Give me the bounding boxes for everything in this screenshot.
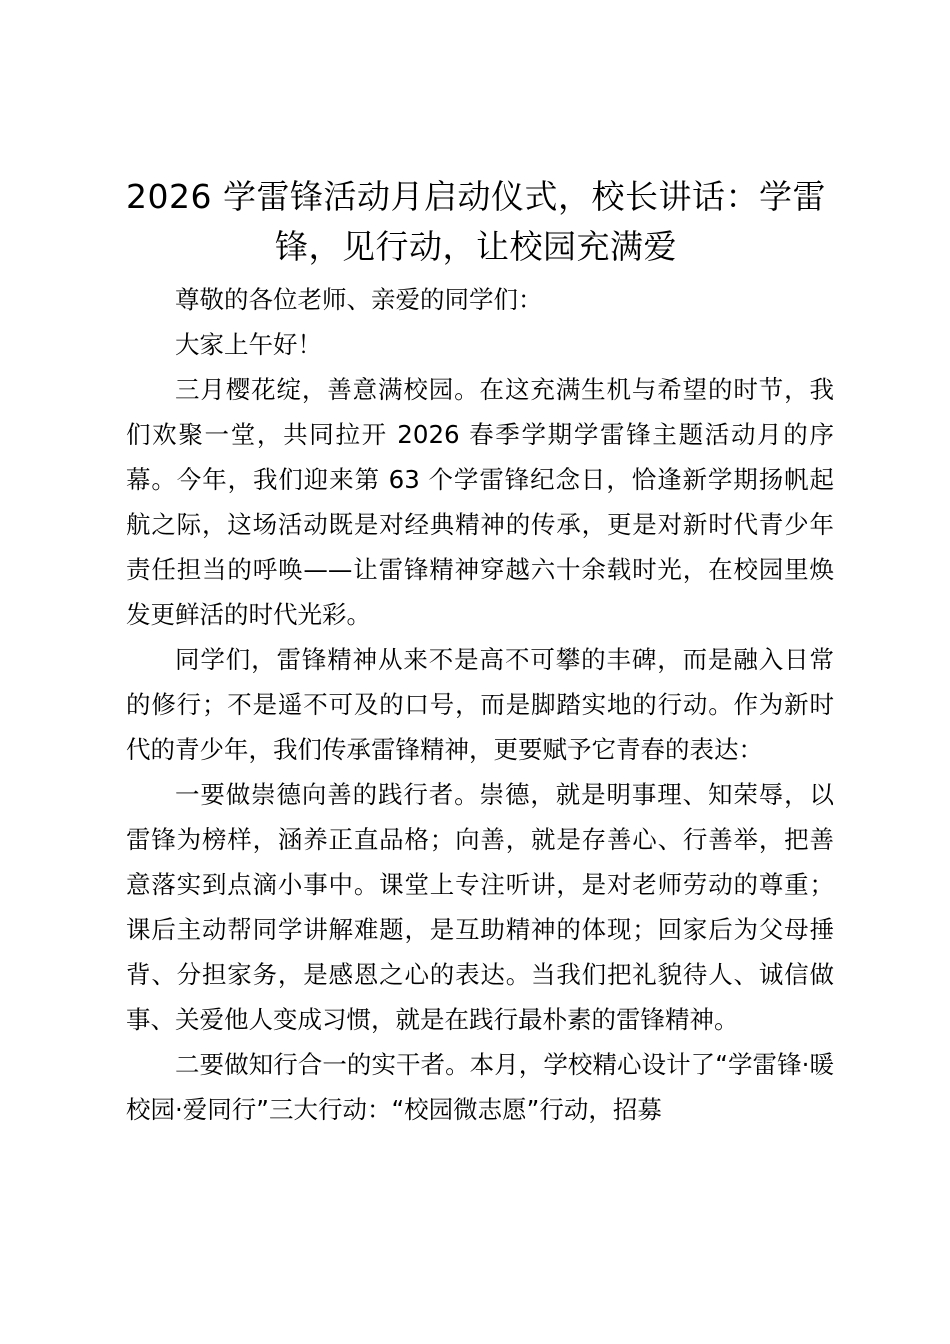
paragraph-salutation: 尊敬的各位老师、亲爱的同学们： (175, 285, 543, 314)
document-title: 2026 学雷锋活动月启动仪式，校长讲话：学雷锋，见行动，让校园充满爱 (126, 177, 826, 266)
paragraph-greeting: 大家上午好！ (175, 330, 322, 359)
paragraph-point-two: 二要做知行合一的实干者。本月，学校精心设计了“学雷锋·暖校园·爱同行”三大行动：“校园微志愿”行动，招募 (126, 1050, 834, 1124)
paragraph-point-one: 一要做崇德向善的践行者。崇德，就是明事理、知荣辱，以雷锋为榜样，涵养正直品格；向善，就是存善心、行善举，把善意落实到点滴小事中。课堂上专注听讲，是对老师劳动的尊重；课后主动帮同学讲解难题，是互助精神的体现；回家后为父母捶背、分担家务，是感恩之心的表达。当我们把礼貌待人、诚信做事、关爱他人变成习惯，就是在践行最朴素的雷锋精神。 (126, 780, 834, 1034)
paragraph-intro: 三月樱花绽，善意满校园。在这充满生机与希望的时节，我们欢聚一堂，共同拉开 2026 春季学期学雷锋主题活动月的序幕。今年，我们迎来第 63 个学雷锋纪念日，恰逢新学期扬帆起航之际，这场活动既是对经典精神的传承，更是对新时代青少年责任担当的呼唤——让雷锋精神穿越六十余载时光，在校园里焕发更鲜活的时代光彩。 (126, 375, 834, 629)
paragraph-spirit: 同学们，雷锋精神从来不是高不可攀的丰碑，而是融入日常的修行；不是遥不可及的口号，而是脚踏实地的行动。作为新时代的青少年，我们传承雷锋精神，更要赋予它青春的表达： (126, 645, 834, 764)
document-body (126, 277, 834, 1132)
